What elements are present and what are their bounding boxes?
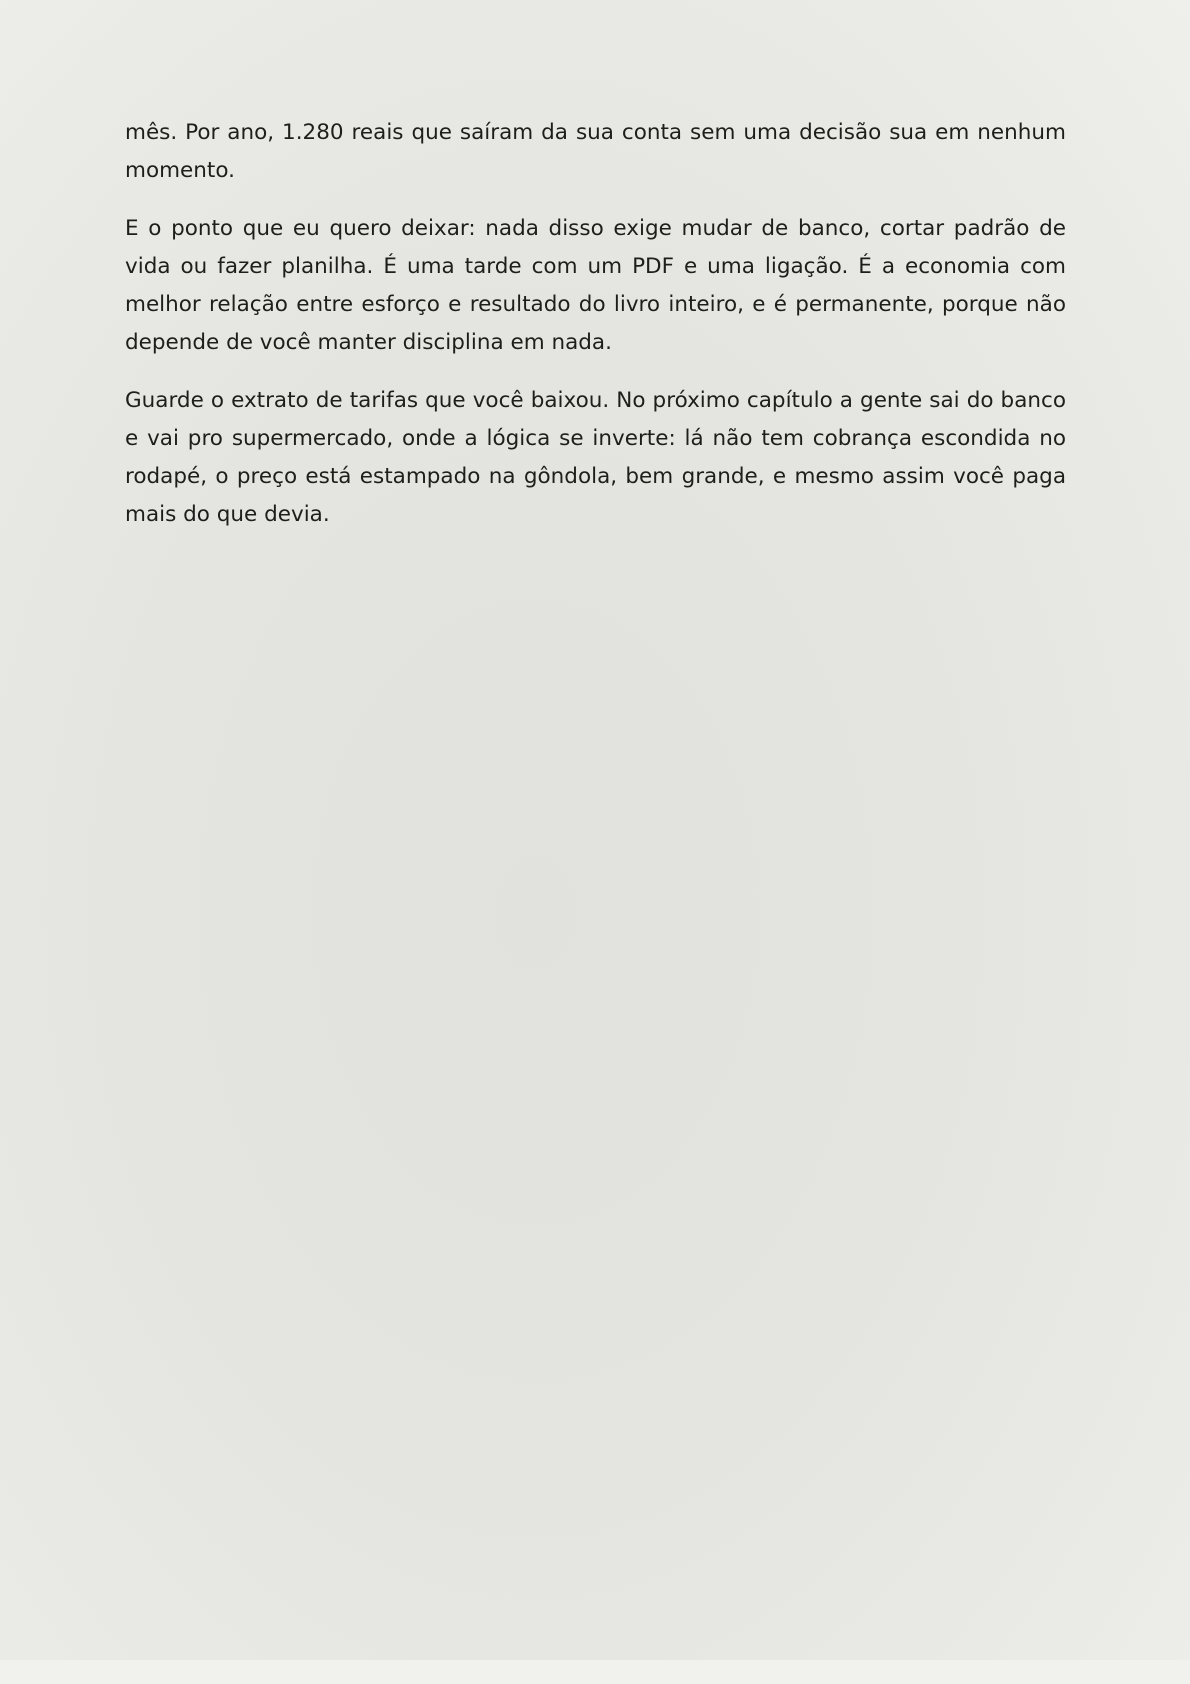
paragraph-3: Guarde o extrato de tarifas que você baixou. No próximo capítulo a gente sai do banco e vai pro supermercado, onde a lógica se inverte: lá não tem cobrança escondida no rodapé, o preço está estampado na gôndola, bem grande, e mesmo assim você paga mais do que devia. — [125, 388, 1066, 527]
body-text — [125, 114, 1066, 554]
paragraph-2: E o ponto que eu quero deixar: nada disso exige mudar de banco, cortar padrão de vida ou fazer planilha. É uma tarde com um PDF e uma ligação. É a economia com melhor relação entre esforço e resultado do livro inteiro, e é permanente, porque não depende de você manter disciplina em nada. — [125, 216, 1066, 355]
page-bottom-margin — [0, 1660, 1190, 1684]
paragraph-1: mês. Por ano, 1.280 reais que saíram da sua conta sem uma decisão sua em nenhum momento. — [125, 120, 1066, 183]
